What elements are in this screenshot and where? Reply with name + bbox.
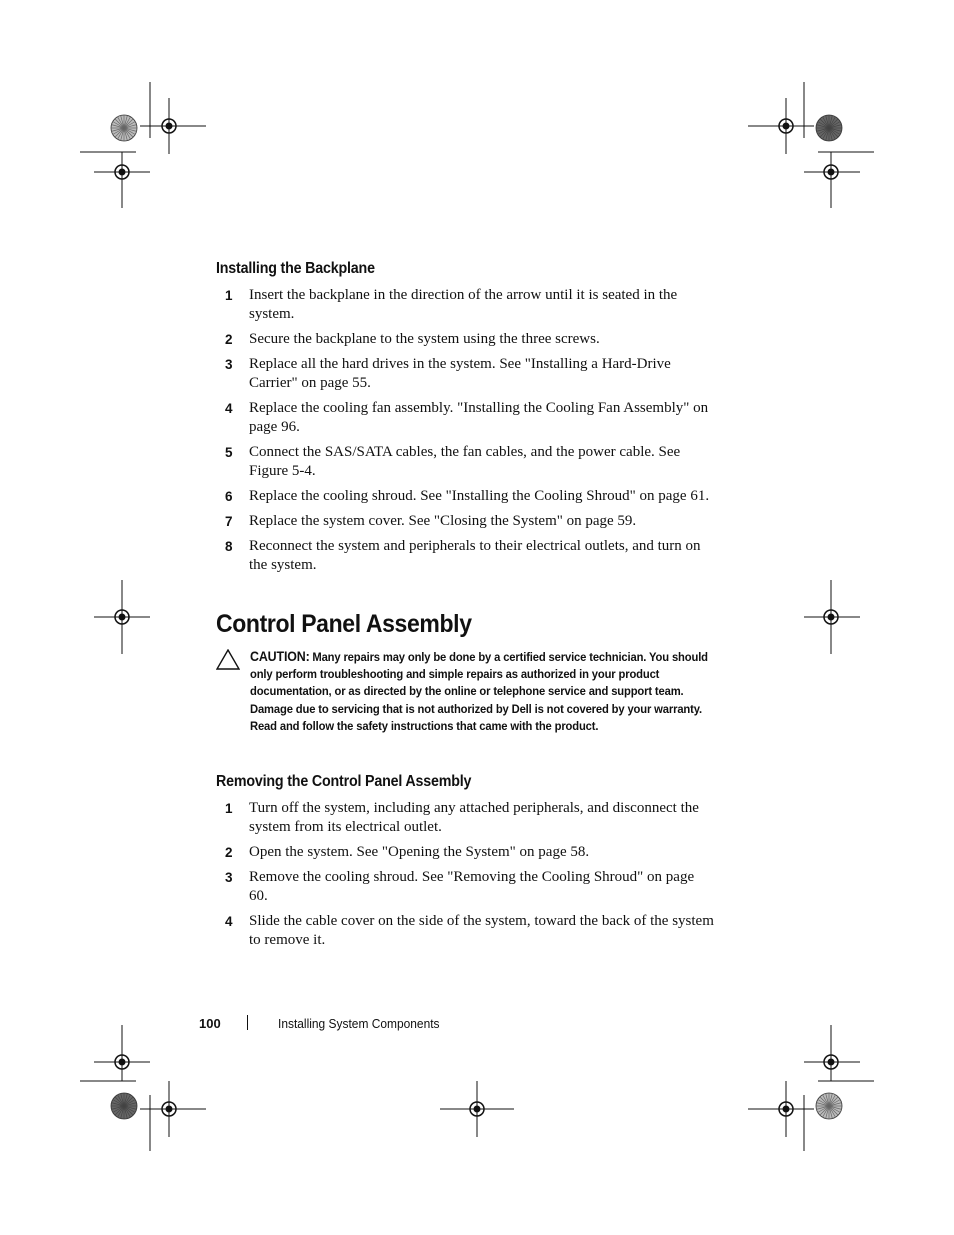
step-number: 4 — [225, 914, 233, 929]
step-number: 8 — [225, 539, 233, 554]
list-item — [216, 286, 716, 324]
step-text: Open the system. See "Opening the System" on page 58. — [249, 844, 590, 860]
list-item — [216, 487, 716, 506]
caution-notice — [216, 648, 716, 735]
color-wheel-icon — [111, 1093, 137, 1119]
page-number: 100 — [199, 1016, 221, 1031]
step-text: Turn off the system, including any attached peripherals, and disconnect the system from its electrical outlet. — [249, 800, 699, 835]
step-text: Insert the backplane in the direction of the arrow until it is seated in the system. — [249, 287, 678, 322]
list-item — [216, 512, 716, 531]
step-number: 2 — [225, 332, 233, 347]
step-number: 4 — [225, 401, 233, 416]
step-text: Secure the backplane to the system using the three screws. — [249, 331, 600, 347]
heading-removing-control-panel: Removing the Control Panel Assembly — [216, 773, 472, 790]
caution-message: Many repairs may only be done by a certified service technician. You should only perform troubleshooting and simple repairs as authorized in your product documentation, or as directed by the online or telephone service and support team. Damage due to servicing that is not authorized by Dell is not covered by your warranty. Read and follow the safety instructions that came with the product. — [250, 650, 708, 733]
step-number: 2 — [225, 845, 233, 860]
list-item — [216, 330, 716, 349]
list-item — [216, 868, 716, 906]
list-item — [216, 799, 716, 837]
list-item — [216, 355, 716, 393]
step-number: 1 — [225, 288, 233, 303]
section-title: Control Panel Assembly — [216, 610, 472, 638]
step-number: 5 — [225, 445, 233, 460]
step-number: 6 — [225, 489, 233, 504]
installing-backplane-steps — [216, 286, 716, 581]
step-number: 3 — [225, 357, 233, 372]
list-item — [216, 912, 716, 950]
step-text: Remove the cooling shroud. See "Removing the Cooling Shroud" on page 60. — [249, 869, 695, 904]
caution-triangle-icon — [216, 649, 240, 670]
color-wheel-icon — [816, 115, 842, 141]
step-text: Replace the cooling shroud. See "Installing the Cooling Shroud" on page 61. — [249, 488, 710, 504]
step-number: 7 — [225, 514, 233, 529]
color-wheel-icon — [816, 1093, 842, 1119]
step-number: 1 — [225, 801, 233, 816]
caution-text — [250, 648, 710, 735]
step-text: Replace all the hard drives in the system. See "Installing a Hard-Drive Carrier" on page 55. — [249, 356, 671, 391]
step-text: Reconnect the system and peripherals to their electrical outlets, and turn on the system. — [249, 538, 701, 573]
step-text: Slide the cable cover on the side of the system, toward the back of the system to remove it. — [249, 913, 714, 948]
list-item — [216, 537, 716, 575]
list-item — [216, 443, 716, 481]
list-item — [216, 399, 716, 437]
step-number: 3 — [225, 870, 233, 885]
color-wheel-icon — [111, 115, 137, 141]
footer-chapter-title: Installing System Components — [278, 1016, 440, 1031]
footer-divider — [247, 1015, 248, 1030]
step-text: Replace the system cover. See "Closing the System" on page 59. — [249, 513, 637, 529]
removing-control-panel-steps — [216, 799, 716, 956]
list-item — [216, 843, 716, 862]
step-text: Connect the SAS/SATA cables, the fan cables, and the power cable. See Figure 5-4. — [249, 444, 681, 479]
heading-installing-backplane: Installing the Backplane — [216, 260, 375, 277]
caution-label: CAUTION: — [250, 649, 310, 664]
step-text: Replace the cooling fan assembly. "Installing the Cooling Fan Assembly" on page 96. — [249, 400, 709, 435]
